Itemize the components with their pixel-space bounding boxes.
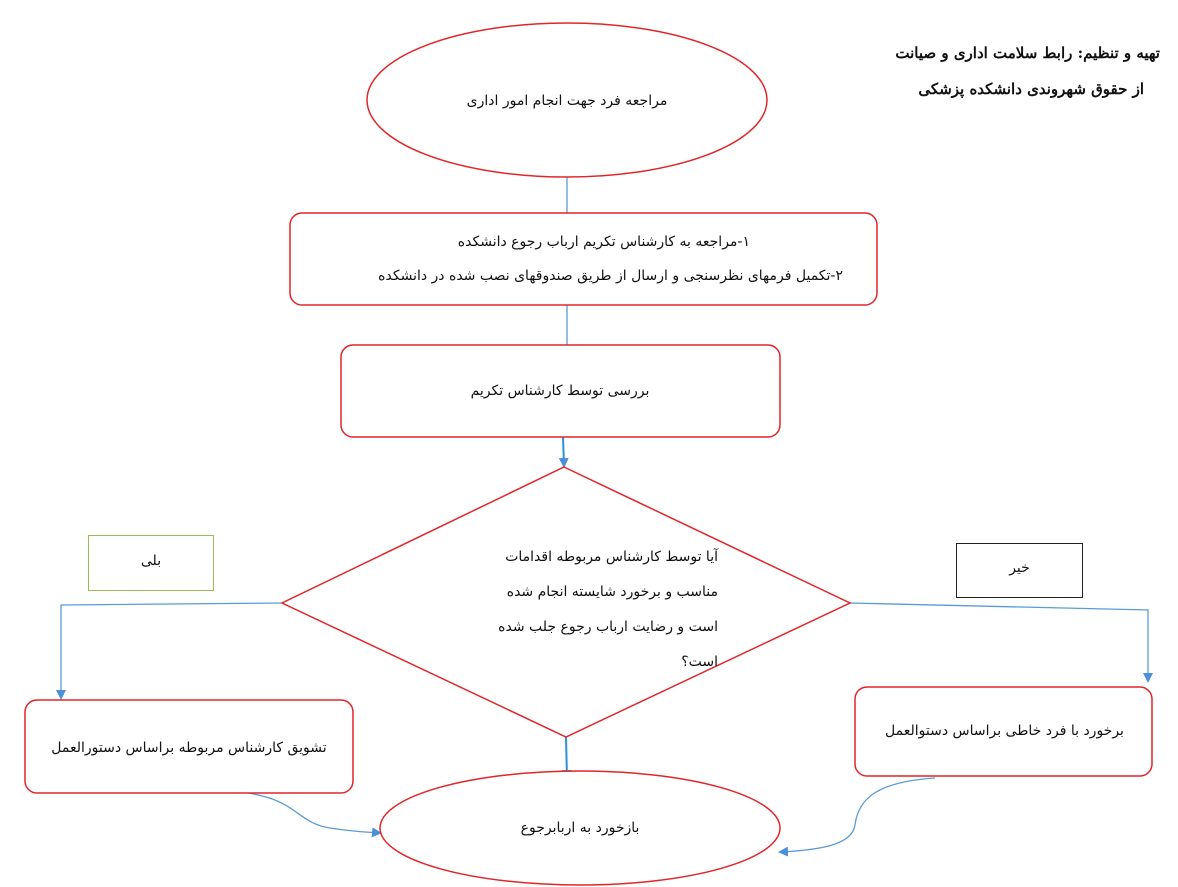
no-action-label: برخورد با فرد خاطی براساس دستوالعمل [885,723,1124,739]
end-label: بازخورد به اربابرجوع [520,820,640,836]
step1-line1: ۱-مراجعه به کارشناس تکریم ارباب رجوع دانشکده [457,234,750,250]
header-line1: تهیه و تنظیم: رابط سلامت اداری و صیانت [895,44,1160,62]
decision-line-2: مناسب و برخورد شایسته انجام شده [506,584,718,600]
no-label: خیر [1009,560,1030,576]
header-line2: از حقوق شهروندی دانشکده پزشکی [918,80,1144,98]
arrow-yes-action-end [205,790,380,833]
yes-action-label: تشویق کارشناس مربوطه براساس دستورالعمل [51,740,327,756]
decision-line-1: آیا توسط کارشناس مربوطه اقدامات [505,549,718,565]
decision-text [418,540,718,680]
start-label: مراجعه فرد جهت انجام امور اداری [466,93,668,109]
yes-label: بلی [140,553,162,569]
arrow-step2-decision [563,437,564,466]
decision-line-3: است و رضایت ارباب رجوع جلب شده [498,619,718,635]
step1-line2: ۲-تکمیل فرمهای نظرسنجی و ارسال از طریق صندوقهای نصب شده در دانشکده [378,268,843,284]
arrow-decision-yes [61,603,282,698]
decision-line-4: است؟ [681,654,718,670]
arrow-decision-no [850,603,1148,681]
arrow-no-action-end [780,778,935,852]
step2-label: بررسی توسط کارشناس تکریم [470,383,650,399]
